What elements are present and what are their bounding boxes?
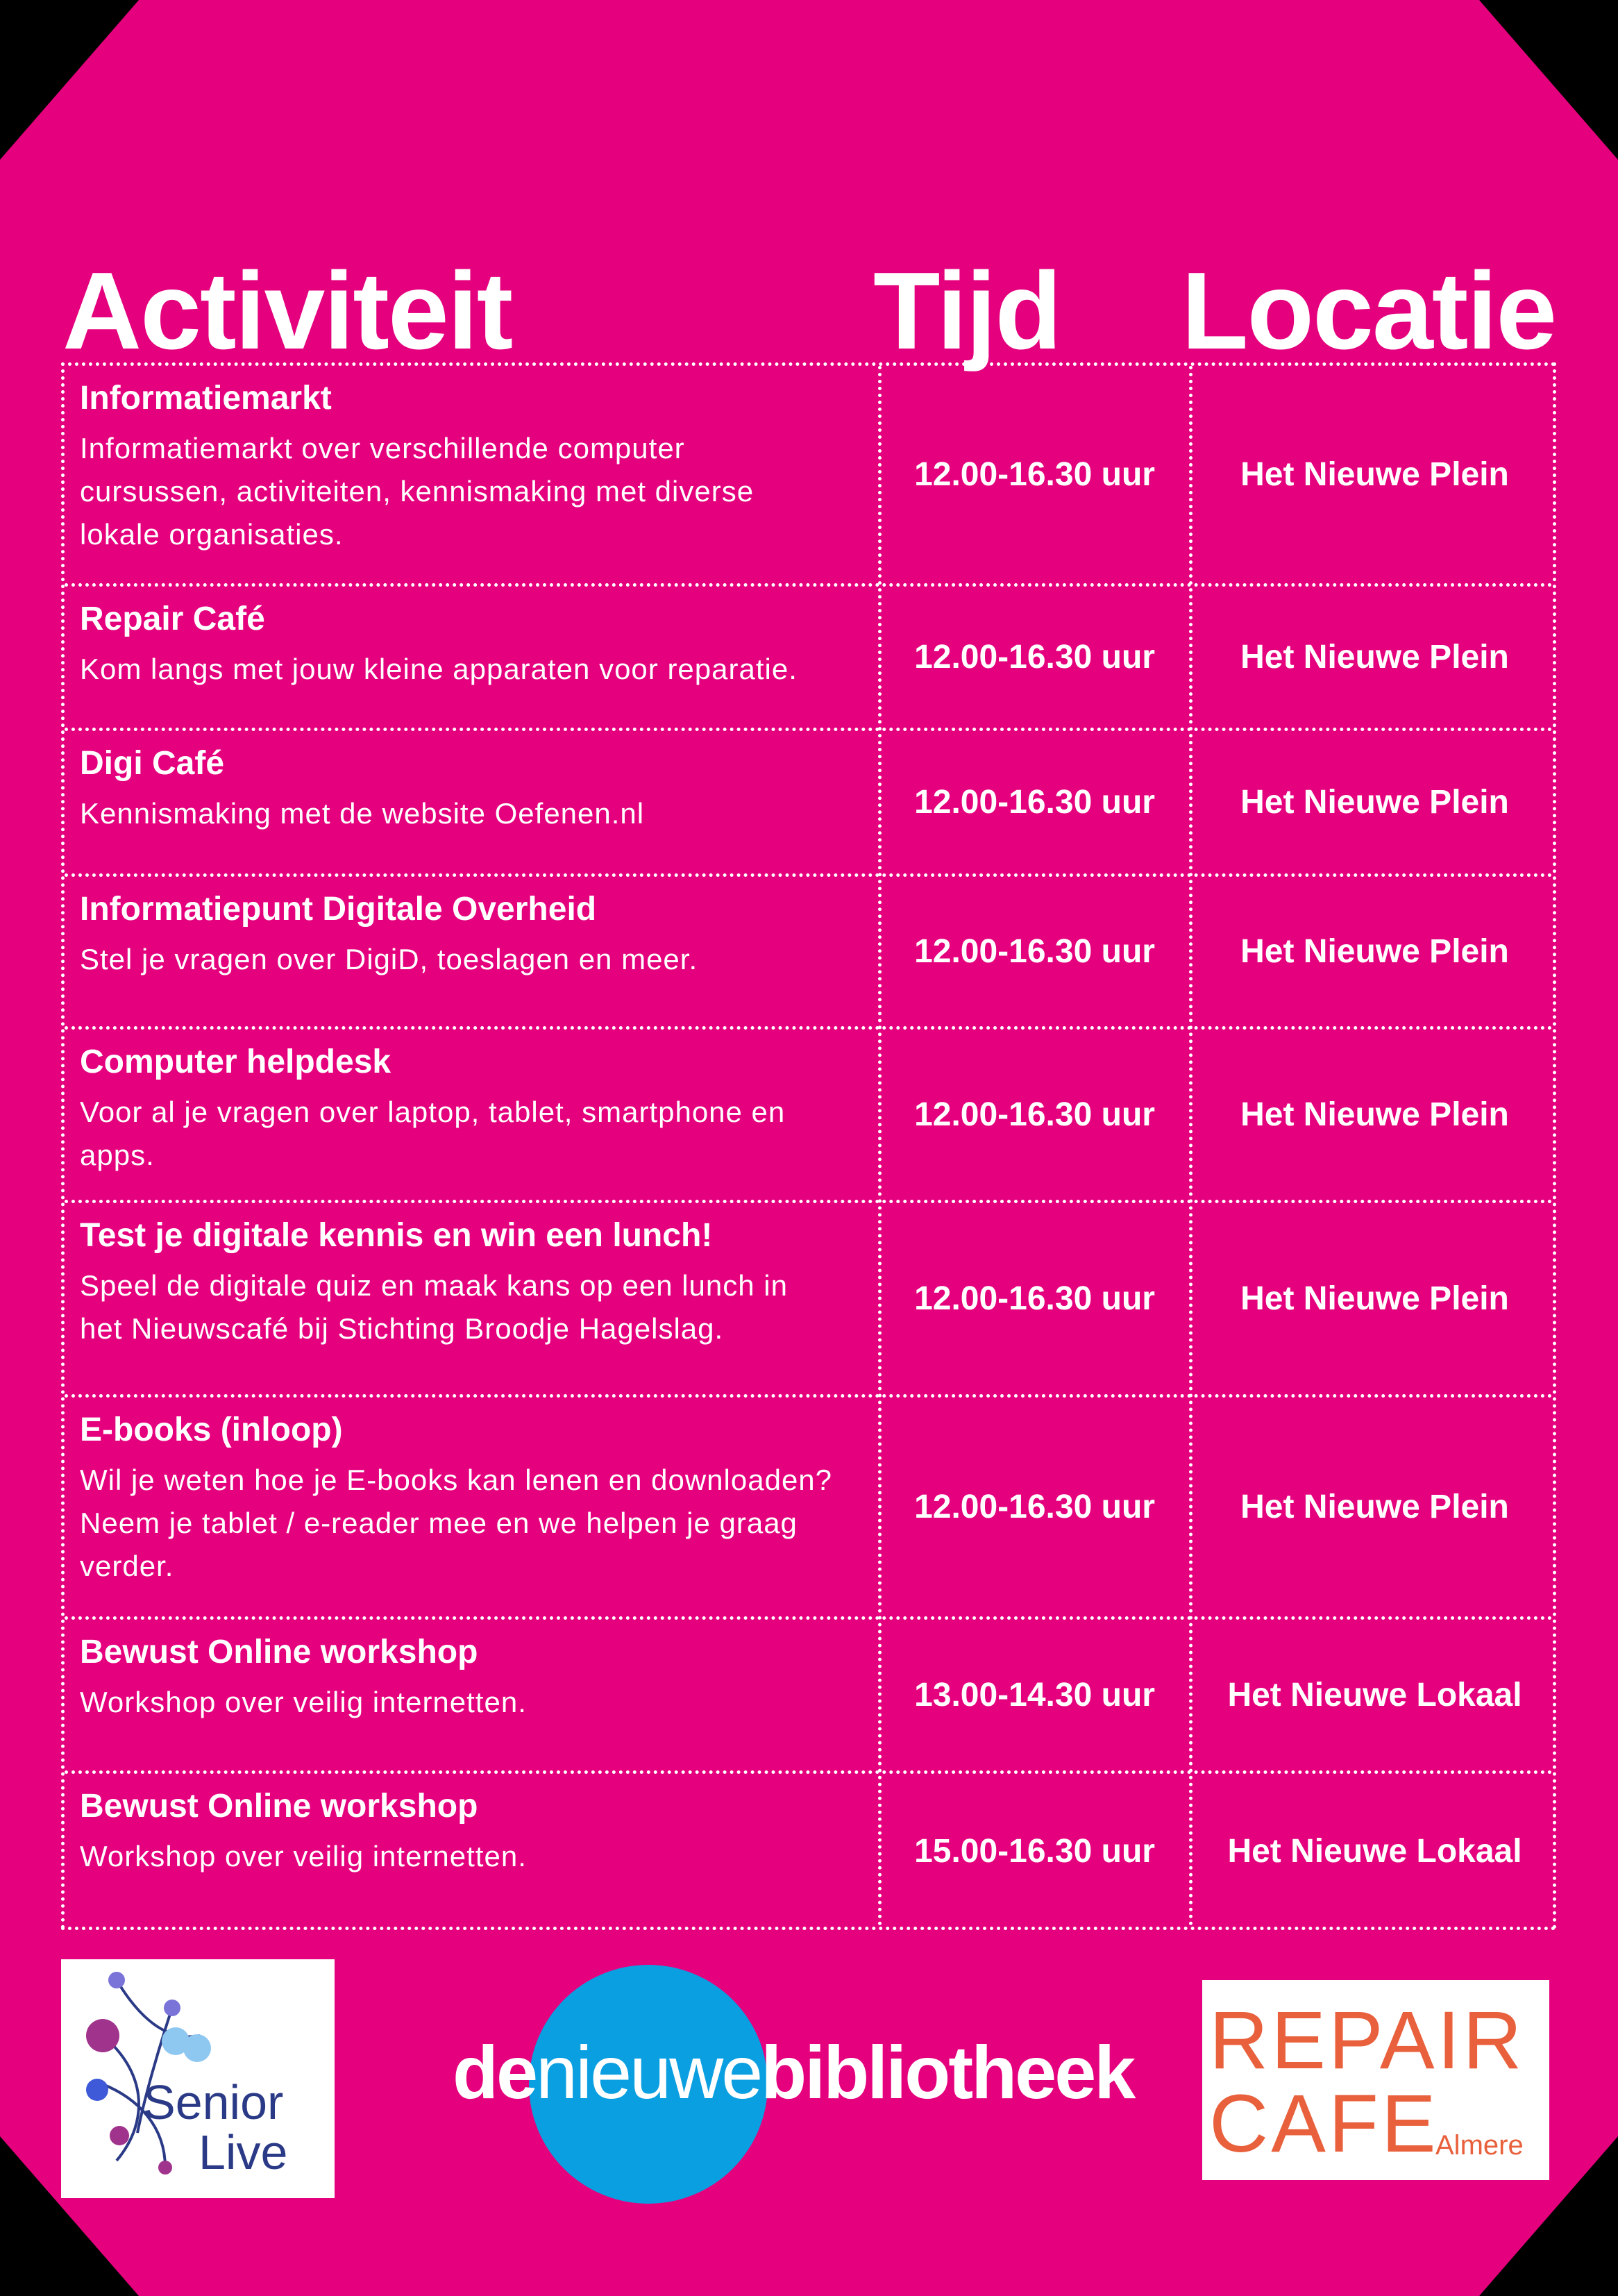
bibliotheek-part3: bibliotheek <box>761 2030 1134 2114</box>
table-row <box>65 1774 1553 1928</box>
activity-title: Informatiemarkt <box>80 380 332 417</box>
description-line: Stel je vragen over DigiD, toeslagen en meer. <box>80 943 698 975</box>
description-line: Informatiemarkt over verschillende computer <box>80 432 685 464</box>
repair-cafe-logo <box>1202 1980 1549 2180</box>
location-cell: Het Nieuwe Lokaal <box>1227 1832 1522 1870</box>
activity-title: Computer helpdesk <box>80 1044 391 1080</box>
senior-live-line2: Live <box>199 2125 288 2179</box>
description-line: Workshop over veilig internetten. <box>80 1840 527 1872</box>
activity-description <box>80 648 864 691</box>
activity-description <box>80 938 864 981</box>
description-line: Speel de digitale quiz en maak kans op een lunch in <box>80 1269 788 1302</box>
activity-title: Informatiepunt Digitale Overheid <box>80 891 597 928</box>
corner-top-left <box>0 0 139 160</box>
description-line: Voor al je vragen over laptop, tablet, smartphone en <box>80 1096 786 1128</box>
time-cell: 12.00-16.30 uur <box>914 784 1155 821</box>
bibliotheek-part2: nieuwe <box>536 2030 761 2114</box>
activity-title: E-books (inloop) <box>80 1411 343 1448</box>
activity-cell <box>80 1214 864 1350</box>
activity-description <box>80 1091 864 1177</box>
description-line: Kennismaking met de website Oefenen.nl <box>80 797 645 830</box>
header-activity: Activiteit <box>62 250 512 372</box>
description-line: lokale organisaties. <box>80 518 344 551</box>
location-cell: Het Nieuwe Plein <box>1240 1489 1509 1525</box>
time-cell: 12.00-16.30 uur <box>914 1280 1155 1317</box>
location-cell: Het Nieuwe Plein <box>1240 1096 1509 1133</box>
table-row <box>65 587 1553 731</box>
activity-cell <box>80 1785 864 1878</box>
description-line: het Nieuwscafé bij Stichting Broodje Hagelslag. <box>80 1312 724 1345</box>
table-row <box>65 1030 1553 1203</box>
activity-description <box>80 1835 864 1878</box>
corner-top-right <box>1479 0 1618 160</box>
table-row <box>65 366 1553 587</box>
activity-title: Bewust Online workshop <box>80 1634 478 1670</box>
activity-cell <box>80 742 864 835</box>
activity-description <box>80 792 864 835</box>
location-cell: Het Nieuwe Plein <box>1240 1280 1509 1317</box>
senior-live-line1: Senior <box>143 2075 284 2129</box>
header-time: Tijd <box>873 250 1061 372</box>
activity-description <box>80 1459 864 1588</box>
activity-title: Digi Café <box>80 745 225 782</box>
location-cell: Het Nieuwe Plein <box>1240 784 1509 821</box>
time-cell: 12.00-16.30 uur <box>914 639 1155 676</box>
activity-cell <box>80 1631 864 1724</box>
time-cell: 15.00-16.30 uur <box>914 1832 1155 1870</box>
bibliotheek-part1: de <box>453 2030 537 2114</box>
description-line: Workshop over veilig internetten. <box>80 1686 527 1718</box>
bibliotheek-logo <box>453 2031 1134 2114</box>
time-cell: 12.00-16.30 uur <box>914 933 1155 970</box>
repair-cafe-line2: CAFE <box>1209 2078 1439 2170</box>
repair-cafe-city: Almere <box>1435 2130 1524 2161</box>
table-row <box>65 1203 1553 1398</box>
table-row <box>65 1398 1553 1620</box>
activity-title: Bewust Online workshop <box>80 1788 478 1825</box>
schedule-table <box>61 362 1556 1930</box>
description-line: Neem je tablet / e-reader mee en we helpen je graag <box>80 1507 798 1539</box>
time-cell: 12.00-16.30 uur <box>914 456 1155 493</box>
activity-cell <box>80 1409 864 1588</box>
location-cell: Het Nieuwe Lokaal <box>1227 1677 1522 1713</box>
activity-description <box>80 427 864 556</box>
activity-cell <box>80 377 864 556</box>
time-cell: 12.00-16.30 uur <box>914 1096 1155 1133</box>
senior-live-logo <box>61 1959 335 2198</box>
location-cell: Het Nieuwe Plein <box>1240 933 1509 970</box>
time-cell: 13.00-14.30 uur <box>914 1677 1155 1713</box>
table-row <box>65 1620 1553 1774</box>
senior-live-wordmark <box>143 2077 287 2177</box>
activity-cell <box>80 1041 864 1177</box>
description-line: verder. <box>80 1550 174 1582</box>
description-line: apps. <box>80 1139 155 1171</box>
activity-title: Test je digitale kennis en win een lunch! <box>80 1217 713 1254</box>
activity-description <box>80 1264 864 1350</box>
activity-title: Repair Café <box>80 601 265 637</box>
location-cell: Het Nieuwe Plein <box>1240 456 1509 493</box>
table-row <box>65 731 1553 877</box>
activity-description <box>80 1681 864 1724</box>
location-cell: Het Nieuwe Plein <box>1240 639 1509 676</box>
repair-cafe-line1: REPAIR <box>1209 1995 1525 2086</box>
description-line: Kom langs met jouw kleine apparaten voor reparatie. <box>80 653 798 685</box>
activity-cell <box>80 598 864 691</box>
description-line: Wil je weten hoe je E-books kan lenen en downloaden? <box>80 1464 833 1496</box>
time-cell: 12.00-16.30 uur <box>914 1489 1155 1525</box>
description-line: cursussen, activiteiten, kennismaking met diverse <box>80 475 755 508</box>
header-location: Locatie <box>1181 250 1556 372</box>
activity-cell <box>80 888 864 981</box>
table-row <box>65 877 1553 1030</box>
